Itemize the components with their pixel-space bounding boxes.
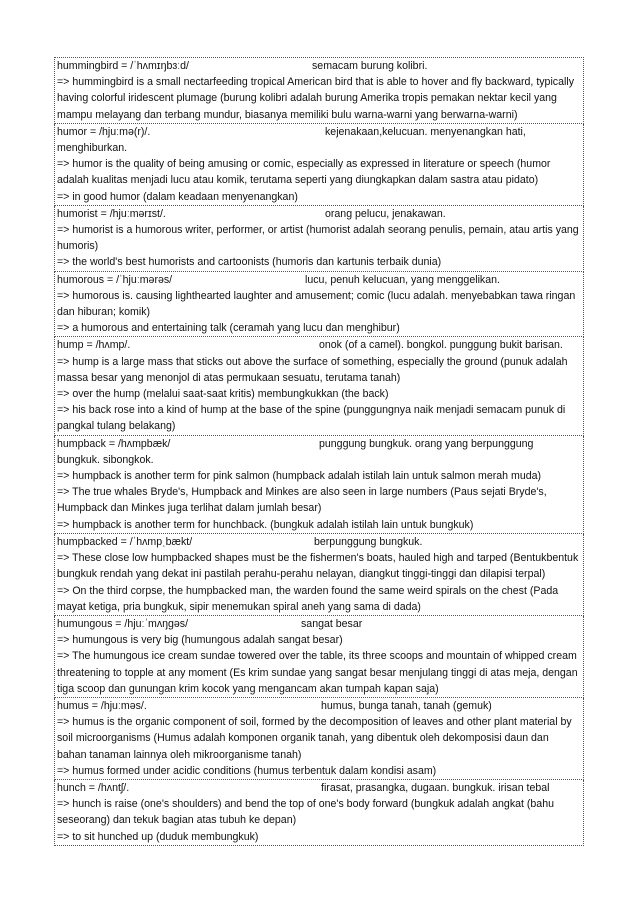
dictionary-page <box>54 57 584 846</box>
dictionary-entry <box>54 57 584 124</box>
entry-term: humorist = /hjuːmərɪst/. <box>57 207 166 220</box>
entry-headword-row <box>57 58 581 74</box>
entry-gloss: sangat besar <box>301 617 363 630</box>
entry-example-line: => hunch is raise (one's shoulders) and bend the top of one's body forward (bungkuk adalah angkat (bahu seseorang) dan tekuk bagian atas tubuh ke depan) <box>57 798 554 827</box>
entry-example-line: => These close low humpbacked shapes must be the fishermen's boats, hauled high and tarped (Bentukbentuk bungkuk rendah yang dekat ini pastilah perahu-perahu nelayan, diangkut tinggi-tinggi dan dilapisi terpal) <box>57 552 579 581</box>
dictionary-entry <box>54 206 584 272</box>
entry-headword-row <box>57 272 581 288</box>
dictionary-entry <box>54 272 584 338</box>
entry-example-line: => humus formed under acidic conditions (humus terbentuk dalam kondisi asam) <box>57 764 437 777</box>
entry-gloss: punggung bungkuk. orang yang berpunggung <box>319 437 534 450</box>
entry-term: humorous = /ˈhjuːmərəs/ <box>57 273 173 286</box>
dictionary-entry <box>54 337 584 435</box>
entry-example-line: => hummingbird is a small nectarfeeding tropical American bird that is able to hover and fly backward, typically having colorful iridescent plumage (burung kolibri adalah burung Amerika tropis pemakan nektar kecil yang mampu melayang dan terbang mundur, biasanya memiliki bulu warna-warni yang berwarna-warni) <box>57 76 574 121</box>
entry-term: hunch = /hʌntʃ/. <box>57 781 130 794</box>
entry-term: humpback = /hʌmpbæk/ <box>57 437 171 450</box>
entry-gloss: orang pelucu, jenakawan. <box>325 207 446 220</box>
entry-gloss: onok (of a camel). bongkol. punggung bukit barisan. <box>319 339 563 352</box>
entry-gloss-continuation: menghiburkan. <box>57 142 128 155</box>
entry-example-line: => On the third corpse, the humpbacked man, the warden found the same weird spirals on the chest (Pada mayat ketiga, pria bungkuk, sipir menemukan spiral aneh yang sama di dada) <box>57 584 559 613</box>
entry-headword-row <box>57 616 581 632</box>
entry-example-line: => humorous is. causing lighthearted laughter and amusement; comic (lucu adalah. menyebabkan tawa ringan dan hiburan; komik) <box>57 289 576 319</box>
dictionary-entry <box>54 780 584 846</box>
entry-example-line: => humorist is a humorous writer, performer, or artist (humorist adalah seorang penulis, pemain, atau artis yang humoris) <box>57 224 579 253</box>
entry-example-line: => the world's best humorists and cartoonists (humoris dan kartunis terbaik dunia) <box>57 256 442 269</box>
entry-headword-row <box>57 698 581 714</box>
entry-example-line: => over the hump (melalui saat-saat kritis) membungkukkan (the back) <box>57 388 389 401</box>
entry-term: humor = /hjuːmə(r)/. <box>57 125 151 138</box>
entry-example-line: => humor is the quality of being amusing or comic, especially as expressed in literature or speech (humor adalah kualitas menjadi lucu atau komik, terutama seperti yang diungkapkan dalam sastra atau pidato) <box>57 158 551 187</box>
entry-example-line: => his back rose into a kind of hump at the base of the spine (punggungnya naik menjadi semacam punuk di pangkal tulang belakang) <box>57 404 566 433</box>
entry-headword-row <box>57 206 581 222</box>
entry-term: humus = /hjuːməs/. <box>57 699 147 712</box>
entry-gloss: berpunggung bungkuk. <box>314 535 423 548</box>
dictionary-entry <box>54 616 584 698</box>
entry-gloss-continuation: bungkuk. sibongkok. <box>57 453 154 466</box>
entry-list <box>54 57 584 846</box>
entry-gloss: firasat, prasangka, dugaan. bungkuk. irisan tebal <box>321 781 550 794</box>
entry-term: hummingbird = /ˈhʌmɪŋbɜːd/ <box>57 60 189 72</box>
entry-headword-row <box>57 337 581 353</box>
dictionary-entry <box>54 436 584 534</box>
entry-term: humpbacked = /ˈhʌmpˌbækt/ <box>57 535 193 548</box>
entry-example-line: => hump is a large mass that sticks out above the surface of something, especially the ground (punuk adalah massa besar yang menonjol di atas permukaan sesuatu, terutama tanah) <box>57 355 568 384</box>
entry-gloss: lucu, penuh kelucuan, yang menggelikan. <box>305 273 500 286</box>
entry-headword-row <box>57 780 581 796</box>
entry-example-line: => The true whales Bryde's, Humpback and Minkes are also seen in large numbers (Paus sejati Bryde's, Humpback dan Minkes juga terlihat dalam jumlah besar) <box>57 486 547 515</box>
entry-example-line: => a humorous and entertaining talk (ceramah yang lucu dan menghibur) <box>57 322 400 335</box>
entry-headword-row <box>57 436 581 452</box>
entry-headword-row <box>57 124 581 140</box>
entry-gloss: semacam burung kolibri. <box>312 60 428 72</box>
entry-headword-row <box>57 534 581 550</box>
entry-gloss: humus, bunga tanah, tanah (gemuk) <box>321 699 492 712</box>
entry-gloss: kejenakaan,kelucuan. menyenangkan hati, <box>325 125 526 138</box>
entry-example-line: => humpback is another term for pink salmon (humpback adalah istilah lain untuk salmon merah muda) <box>57 470 542 483</box>
entry-example-line: => humpback is another term for hunchback. (bungkuk adalah istilah lain untuk bungkuk) <box>57 518 474 531</box>
entry-example-line: => to sit hunched up (duduk membungkuk) <box>57 830 259 843</box>
dictionary-entry <box>54 534 584 616</box>
dictionary-entry <box>54 124 584 206</box>
entry-example-line: => in good humor (dalam keadaan menyenangkan) <box>57 190 298 203</box>
entry-example-line: => humus is the organic component of soil, formed by the decomposition of leaves and other plant material by soil microorganisms (Humus adalah komponen organik tanah, yang dibentuk oleh dekomposisi daun dan bahan tanaman lainnya oleh mikroorganisme tanah) <box>57 716 572 761</box>
entry-example-line: => The humungous ice cream sundae towered over the table, its three scoops and mountain of whipped cream threatening to topple at any moment (Es krim sundae yang sangat besar menjulang tinggi di atas meja, dengan tiga scoop dan gunungan krim kocok yang mengancam akan tumpah kapan saja) <box>57 650 578 695</box>
entry-term: hump = /hʌmp/. <box>57 339 131 352</box>
dictionary-entry <box>54 698 584 780</box>
entry-example-line: => humungous is very big (humungous adalah sangat besar) <box>57 634 343 647</box>
entry-term: humungous = /hjuːˈmʌŋɡəs/ <box>57 617 189 630</box>
